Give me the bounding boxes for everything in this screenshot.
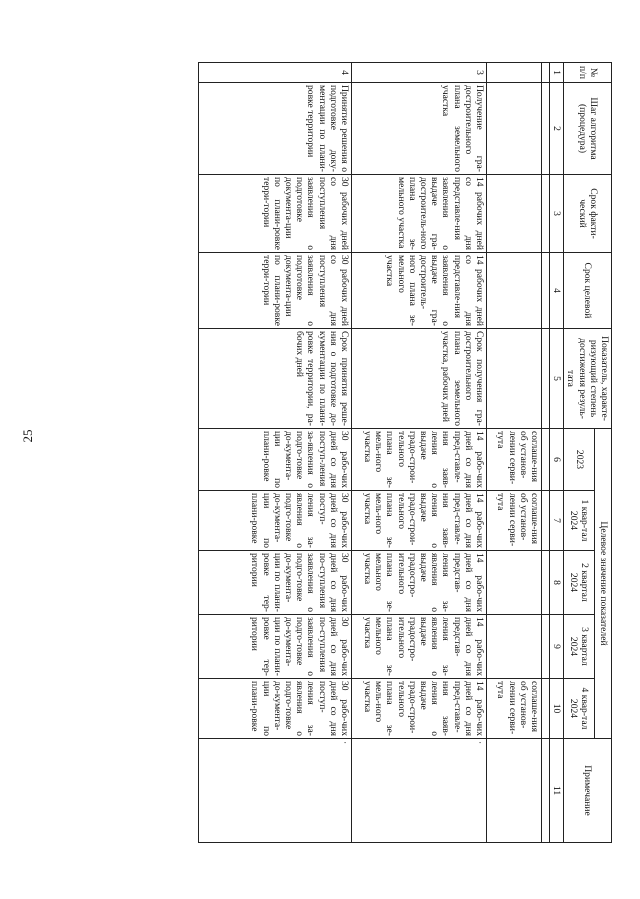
cell-q1: 14 рабо-чих дней со дня пред-ставле-ния заяв-ления о выдаче градо-строи-тельного плана зе-мель-ного участка [351,491,486,551]
header-group: Целевое значение показателей [594,429,611,739]
colnum: 10 [549,679,563,739]
cell-2023: 14 рабо-чих дней со дня пред-ставле-ния заяв-ления о выдаче градо-строи-тельного плана зе-мель-ного участка [351,429,486,491]
cell-num: 3 [351,63,486,83]
cell-step: Принятие решения о подготовке доку-ментации по плани-ровке территории [198,83,351,175]
cell-note: · [351,739,486,843]
cell-q3: 30 рабо-чих дней со дня по-ступления заявления о подго-товке до-кумента-ции по плани-ровке тер-ритории [198,615,351,679]
cell-q1: 30 рабо-чих дней со дня поступ-ления за-явления о подго-товке до-кумента-ции по плани-ровке [198,491,351,551]
cell-num: 4 [198,63,351,83]
table-row [198,63,351,843]
header-row-1 [594,63,611,843]
separator-row [541,63,549,843]
indicators-table [198,62,612,843]
cell-q2: 30 рабо-чих дней со дня по-ступления заявления о подго-товке до-кумента-ции по плани-ровке тер-ритории [198,551,351,615]
header-q2: 2 квартал 2024 [564,551,595,615]
cell-q4: 14 рабо-чих дней со дня пред-ставле-ния заяв-ления о выдаче градо-строи-тельного плана зе-мель-ного участка [351,679,486,739]
header-fact: Срок факти-ческий [564,175,612,253]
cell-q3: 14 рабо-чих дней со дня представ-ления за-явления о выдаче градостро-ительного плана зе-мельного участка [351,615,486,679]
colnum: 4 [549,253,563,329]
colnum: 5 [549,329,563,429]
cell-indicator: Срок получения гра-достроительного плана земельного участка, рабочих дней [351,329,486,429]
header-note: Примечание [564,739,612,843]
cell-q4: 30 рабо-чих дней со дня поступ-ления за-явления о подго-товке до-кумента-ции по плани-ровке [198,679,351,739]
colnum: 8 [549,551,563,615]
cell-q2: 14 рабо-чих дней со дня представ-ления за-явления о выдаче градостро-ительного плана зе-мельного участка [351,551,486,615]
cell-q4: соглаше-ния об установ-лении серви-тута [486,679,541,739]
header-num: № п/п [564,63,612,83]
colnum: 1 [549,63,563,83]
page-number: 25 [20,429,35,443]
header-2023: 2023 [564,429,595,491]
header-step: Шаг алгоритма (процедура) [564,83,612,175]
colnum: 11 [549,739,563,843]
header-q3: 3 квартал 2024 [564,615,595,679]
header-q4: 4 квар-тал 2024 [564,679,595,739]
cell-step: Получение гра-достроительного плана земельного участка [351,83,486,175]
cell-note: · [198,739,351,843]
cell-fact: 30 рабочих дней со дня поступления заявления о подготовке документа-ции по плани-ровке терри-тории [198,175,351,253]
table-row-continued [486,63,541,843]
colnum: 9 [549,615,563,679]
cell-fact: 14 рабочих дней со дня представле-ния заявления о выдаче гра-достроитель-ного плана зе-мельного участка [351,175,486,253]
cell-target: 30 рабочих дней со дня поступления заявления о подготовке документа-ции по плани-ровке терри-тории [198,253,351,329]
colnum: 7 [549,491,563,551]
colnum: 2 [549,83,563,175]
header-q1: 1 квар-тал 2024 [564,491,595,551]
table-row [351,63,486,843]
cell-2023: 30 рабо-чих дней со дня поступ-ления за-явления о подго-товке до-кумента-ции по плани-ровке [198,429,351,491]
cell-indicator: Срок принятия реше-ния о подготовке до-кументации по плани-ровке территории, ра-бочих дней [198,329,351,429]
cell-target: 14 рабочих дней со дня представле-ния заявления о выдаче гра-достроитель-ного плана зе-мельного участка [351,253,486,329]
colnum: 6 [549,429,563,491]
cell-q1: соглаше-ния об установ-лении серви-тута [486,491,541,551]
header-indicator: Показатель, характе-ризующий степень достижения резуль-тата [564,329,612,429]
column-number-row [549,63,563,843]
header-target: Срок целевой [564,253,612,329]
colnum: 3 [549,175,563,253]
cell-2023: соглаше-ния об установ-лении серви-тута [486,429,541,491]
rotated-table-page [59,62,612,842]
